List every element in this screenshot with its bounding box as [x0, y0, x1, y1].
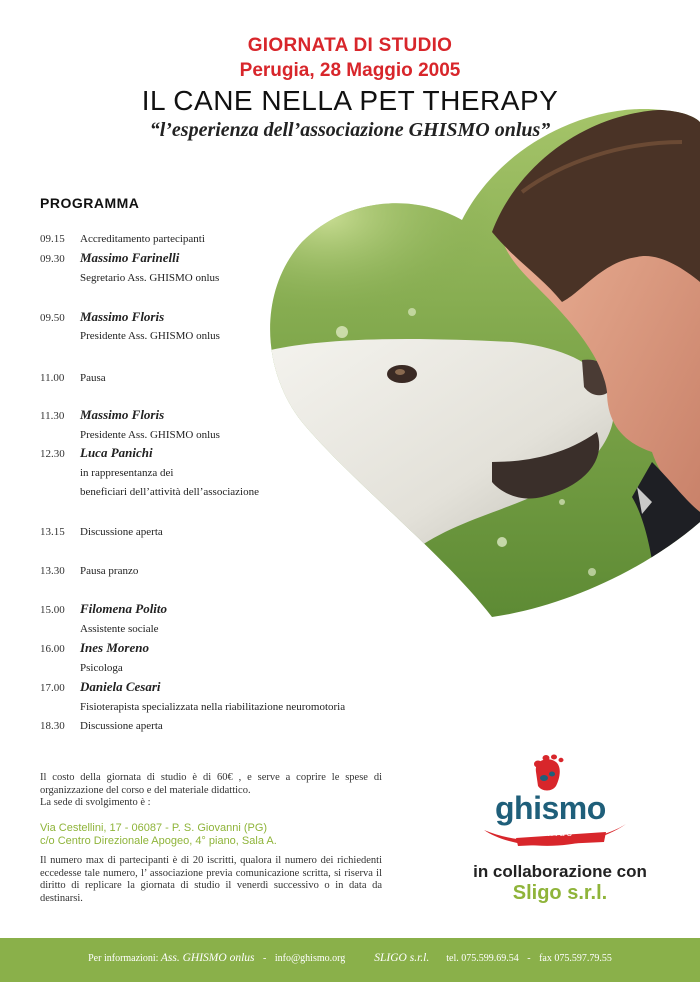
paw-foot-icon [534, 755, 564, 791]
collaboration-label: in collaborazione con [473, 862, 647, 881]
footer-sep: - [263, 953, 267, 964]
footer-text [0, 952, 700, 964]
address-line-1: Via Cestellini, 17 - 06087 - P. S. Giovanni (PG) [40, 822, 268, 834]
footer-label: Per informazioni: [88, 953, 159, 964]
time-label: 15.00 [40, 604, 65, 616]
footer-tel: tel. 075.599.69.54 [446, 953, 519, 964]
main-title: IL CANE NELLA PET THERAPY [141, 85, 559, 116]
speaker-name: Massimo Floris [80, 309, 165, 324]
heart-photo [262, 102, 700, 622]
speaker-role: Assistente sociale [80, 623, 159, 635]
footer-bar [0, 938, 700, 982]
time-label: 13.30 [40, 565, 65, 577]
speaker-name: Massimo Floris [80, 407, 165, 422]
address-line-2: c/o Centro Direzionale Apogeo, 4° piano, Sala A. [40, 835, 277, 847]
speaker-role: Fisioterapista specializzata nella riabilitazione neuromotoria [80, 701, 346, 713]
speaker-role-2: beneficiari dell’attività dell’associazione [80, 486, 259, 498]
venue-label: La sede di svolgimento è : [40, 797, 151, 808]
time-label: 09.30 [40, 253, 65, 265]
item-text: Accreditamento partecipanti [80, 233, 205, 245]
time-label: 11.00 [40, 372, 65, 384]
time-label: 17.00 [40, 682, 65, 694]
speaker-role: Presidente Ass. GHISMO onlus [80, 330, 220, 342]
speaker-name: Ines Moreno [80, 640, 149, 655]
footer-sep: - [527, 953, 531, 964]
time-label: 09.50 [40, 312, 65, 324]
address [40, 822, 380, 848]
speaker-name: Daniela Cesari [80, 679, 161, 694]
speaker-role: Segretario Ass. GHISMO onlus [80, 272, 220, 284]
speaker-name: Massimo Farinelli [80, 250, 180, 265]
programma-heading: PROGRAMMA [40, 195, 140, 211]
time-label: 09.15 [40, 233, 65, 245]
speaker-name: Luca Panichi [80, 445, 153, 460]
item-text: Pausa pranzo [80, 565, 139, 577]
item-text: Pausa [80, 372, 106, 384]
speaker-role: Psicologa [80, 662, 123, 674]
cost-text: Il costo della giornata di studio è di 60€ , e serve a coprire le spese di organizzazione del corso e del materiale didattico. [40, 772, 382, 796]
speaker-role: in rappresentanza dei [80, 467, 174, 479]
time-label: 16.00 [40, 643, 65, 655]
participants-note: Il numero max di partecipanti è di 20 iscritti, qualora il numero dei richiedenti eccedesse tale numero, l’ associazione previa comunicazione scritta, si riserva il diritto di replicare la giornata di studio il venerdì successivo o in data da destinarsi. [40, 855, 382, 904]
footer-email[interactable]: info@ghismo.org [274, 953, 346, 964]
logo-word: ghismo [495, 790, 606, 826]
event-date: Perugia, 28 Maggio 2005 [239, 60, 461, 81]
footer-fax: fax 075.597.79.55 [539, 953, 612, 964]
item-text: Discussione aperta [80, 526, 163, 538]
time-label: 12.30 [40, 448, 65, 460]
footer-company: SLIGO s.r.l. [374, 952, 430, 964]
event-title: GIORNATA DI STUDIO [247, 35, 453, 56]
partner-name: Sligo s.r.l. [512, 882, 608, 904]
item-text: Discussione aperta [80, 720, 163, 732]
subtitle: “l’esperienza dell’associazione GHISMO onlus” [149, 119, 551, 141]
footer-assoc: Ass. GHISMO onlus [160, 952, 255, 964]
time-label: 13.15 [40, 526, 65, 538]
speaker-name: Filomena Polito [80, 601, 168, 616]
time-label: 11.30 [40, 410, 65, 422]
cost-info [40, 772, 382, 810]
logo-sub: onlus [540, 828, 574, 839]
speaker-role: Presidente Ass. GHISMO onlus [80, 429, 220, 441]
time-label: 18.30 [40, 720, 65, 732]
